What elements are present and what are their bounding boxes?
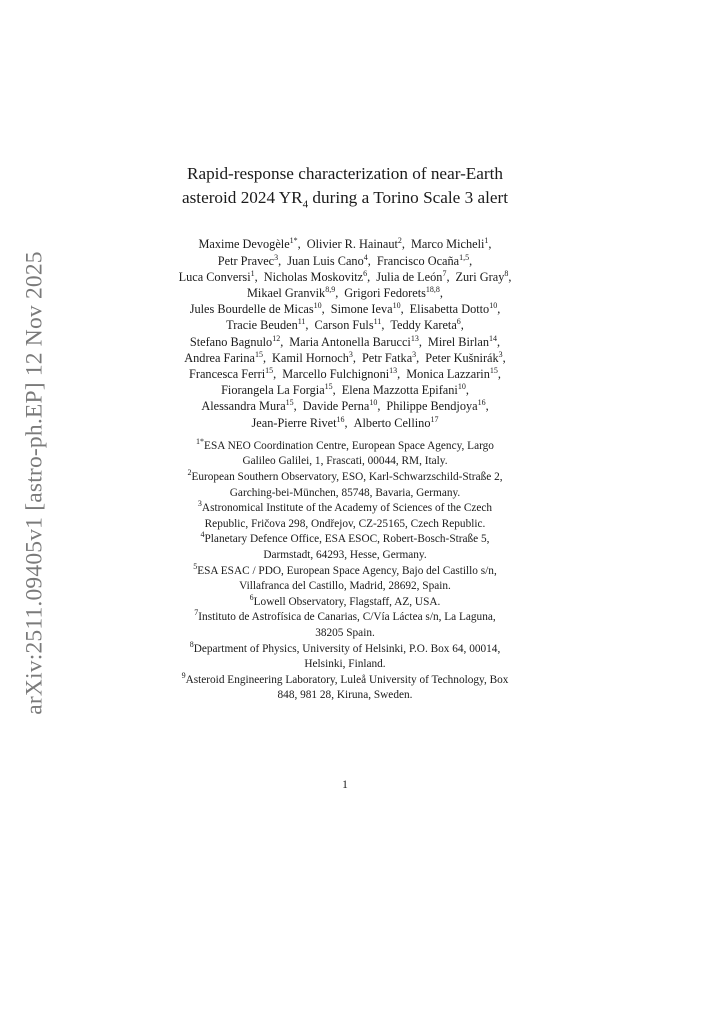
author-name (287, 254, 371, 268)
author-separator: , (497, 367, 501, 382)
author-line (120, 301, 570, 317)
author-affiliation-marker: 1 (484, 236, 489, 246)
author-name (425, 351, 506, 365)
author-name (390, 318, 463, 332)
arxiv-identifier-stamp: arXiv:2511.09405v1 [astro-ph.EP] 12 Nov 2025 (21, 251, 48, 715)
author-name-text: Jules Bourdelle de Micas (189, 302, 314, 317)
author-name (201, 399, 296, 413)
author-name (252, 416, 348, 430)
author-affiliation-marker: 17 (430, 414, 439, 424)
author-name (410, 302, 501, 316)
author-affiliation-marker: 13 (410, 333, 419, 343)
author-name (282, 367, 400, 381)
author-name-text: Carson Fuls (314, 318, 374, 333)
author-affiliation-marker: 10 (457, 382, 466, 392)
affiliation (120, 595, 570, 611)
affiliation (120, 639, 570, 673)
author-name-text: Teddy Kareta (390, 318, 457, 333)
author-name (189, 367, 276, 381)
author-name (354, 416, 439, 430)
author-separator: , (465, 383, 469, 398)
author-name-text: Elena Mazzotta Epifani (341, 383, 458, 398)
author-separator: , (377, 399, 381, 414)
author-affiliation-marker: 4 (363, 252, 368, 262)
author-name-text: Alberto Cellino (353, 415, 431, 430)
author-name (198, 237, 300, 251)
affiliation-line (120, 561, 570, 580)
author-separator: , (497, 334, 501, 349)
author-separator: , (367, 269, 371, 284)
author-affiliation-marker: 15 (265, 365, 274, 375)
author-affiliation-marker: 15 (324, 382, 333, 392)
author-separator: , (352, 350, 356, 365)
author-affiliation-marker: 1 (250, 268, 255, 278)
affiliation-text: ESA ESAC / PDO, European Space Agency, Bajo del Castillo s/n, (197, 564, 497, 577)
author-name (456, 270, 512, 284)
author-name (303, 399, 381, 413)
author-affiliation-marker: 15 (489, 365, 498, 375)
author-affiliation-marker: 3 (348, 349, 353, 359)
author-name-text: Elisabetta Dotto (409, 302, 490, 317)
author-name-text: Petr Fatka (361, 350, 413, 365)
affiliation-line (120, 470, 570, 486)
front-matter (120, 162, 570, 704)
author-name-text: Jean-Pierre Rivet (251, 415, 337, 430)
author-name-text: Olivier R. Hainaut (306, 237, 398, 252)
affiliation-text: Lowell Observatory, Flagstaff, AZ, USA. (253, 595, 441, 608)
affiliation (120, 561, 570, 595)
author-name-text: Juan Luis Cano (287, 253, 364, 268)
author-separator: , (254, 269, 258, 284)
author-affiliation-marker: 16 (336, 414, 345, 424)
author-affiliation-marker: 3 (498, 349, 503, 359)
affiliation-line (120, 579, 570, 595)
author-name-text: Marcello Fulchignoni (282, 367, 390, 382)
author-separator: , (497, 302, 501, 317)
author-affiliation-marker: 12 (272, 333, 281, 343)
author-affiliation-marker: 1,5 (459, 252, 470, 262)
author-line (120, 415, 570, 431)
author-line (120, 398, 570, 414)
author-line (120, 350, 570, 366)
author-separator: , (469, 253, 473, 268)
affiliation-text: Helsinki, Finland. (304, 658, 386, 671)
author-name-text: Nicholas Moskovitz (263, 269, 364, 284)
affiliation (120, 439, 570, 470)
affiliation-text: Astronomical Institute of the Academy of Sciences of the Czech (201, 502, 493, 515)
affiliation-line (120, 486, 570, 502)
affiliation-line (120, 657, 570, 673)
affiliation-marker: 2 (187, 468, 192, 478)
title-line-2-suffix: during a Torino Scale 3 alert (308, 188, 509, 207)
author-name (376, 270, 449, 284)
affiliation-line (120, 548, 570, 564)
affiliation-text: Darmstadt, 64293, Hesse, Germany. (263, 549, 427, 562)
affiliation-marker: 3 (197, 499, 202, 509)
author-separator: , (400, 302, 404, 317)
author-name (307, 237, 405, 251)
author-name (221, 383, 336, 397)
affiliation-marker: 6 (249, 593, 254, 603)
affiliation-text: 38205 Spain. (315, 627, 375, 639)
author-name-text: Kamil Hornoch (272, 350, 349, 365)
affiliation-line (120, 688, 570, 704)
author-name (411, 237, 492, 251)
affiliation-text: Instituto de Astrofísica de Canarias, C/Vía Láctea s/n, La Laguna, (198, 611, 496, 624)
author-name-text: Fiorangela La Forgia (221, 383, 325, 398)
author-separator: , (297, 237, 301, 252)
author-separator: , (416, 350, 420, 365)
author-name-text: Marco Micheli (411, 237, 485, 252)
affiliation-line (120, 673, 570, 689)
author-name (190, 302, 325, 316)
author-name-text: Davide Perna (302, 399, 370, 414)
author-name-text: Mirel Birlan (427, 334, 490, 349)
author-name-text: Petr Pravec (217, 253, 275, 268)
author-separator: , (502, 350, 506, 365)
affiliation (120, 501, 570, 532)
author-name (406, 367, 501, 381)
affiliation-line (120, 532, 570, 548)
affiliation-text: Garching-bei-München, 85748, Bavaria, Germany. (229, 486, 461, 499)
author-separator: , (273, 367, 277, 382)
author-affiliation-marker: 1* (289, 236, 298, 246)
author-name-text: Philippe Bendjoya (386, 399, 478, 414)
author-separator: , (397, 367, 401, 382)
author-name-text: Stefano Bagnulo (189, 334, 273, 349)
author-affiliation-marker: 10 (313, 301, 322, 311)
author-separator: , (305, 318, 309, 333)
author-separator: , (485, 399, 489, 414)
author-affiliation-marker: 3 (412, 349, 417, 359)
author-name-text: Simone Ieva (330, 302, 393, 317)
author-separator: , (439, 286, 443, 301)
author-affiliation-marker: 13 (389, 365, 398, 375)
author-line (120, 285, 570, 301)
author-affiliation-marker: 10 (489, 301, 498, 311)
author-affiliation-marker: 2 (397, 236, 402, 246)
author-separator: , (381, 318, 385, 333)
affiliation-text: Department of Physics, University of Helsinki, P.O. Box 64, 00014, (193, 642, 501, 655)
author-affiliation-marker: 6 (456, 317, 461, 327)
author-separator: , (460, 318, 464, 333)
author-affiliation-marker: 8 (504, 268, 509, 278)
affiliation-line (120, 517, 570, 533)
author-line (120, 236, 570, 252)
author-affiliation-marker: 15 (254, 349, 263, 359)
author-name-text: Maria Antonella Barucci (289, 334, 411, 349)
author-list (120, 236, 570, 430)
paper-title (120, 162, 570, 216)
author-separator: , (278, 253, 282, 268)
author-name-text: Julia de León (376, 269, 443, 284)
author-affiliation-marker: 11 (297, 317, 306, 327)
author-name (264, 270, 370, 284)
author-affiliation-marker: 8,9 (325, 284, 336, 294)
affiliation-line (120, 439, 570, 455)
author-name (344, 286, 443, 300)
author-name-text: Tracie Beuden (226, 318, 298, 333)
author-separator: , (418, 334, 422, 349)
affiliation-marker: 1* (196, 437, 205, 447)
author-separator: , (332, 383, 336, 398)
affiliation-line (120, 610, 570, 626)
author-affiliation-marker: 3 (274, 252, 279, 262)
author-line (120, 269, 570, 285)
author-name (315, 318, 385, 332)
author-name (342, 383, 469, 397)
author-name (226, 318, 308, 332)
author-name-text: Maxime Devogèle (198, 237, 290, 252)
title-line-2-prefix: asteroid 2024 YR (181, 188, 303, 207)
affiliation-text: Asteroid Engineering Laboratory, Luleå University of Technology, Box (185, 673, 509, 686)
affiliation-marker: 4 (200, 530, 205, 540)
title-line-1: Rapid-response characterization of near-Earth (186, 164, 504, 183)
author-name (218, 254, 281, 268)
author-name-text: Luca Conversi (178, 269, 251, 284)
author-separator: , (401, 237, 405, 252)
affiliation-line (120, 639, 570, 658)
author-name-text: Alessandra Mura (201, 399, 286, 414)
author-separator: , (293, 399, 297, 414)
author-separator: , (335, 286, 339, 301)
affiliation-line (120, 501, 570, 517)
author-name (289, 335, 422, 349)
author-name (247, 286, 338, 300)
author-line (120, 317, 570, 333)
title-line-2 (120, 186, 570, 216)
affiliation-text: Republic, Fričova 298, Ondřejov, CZ-25165, Czech Republic. (204, 517, 486, 530)
author-affiliation-marker: 18,8 (425, 284, 440, 294)
author-affiliation-marker: 11 (373, 317, 382, 327)
author-affiliation-marker: 16 (477, 398, 486, 408)
affiliation-text: ESA NEO Coordination Centre, European Space Agency, Largo (204, 439, 494, 452)
author-separator: , (344, 415, 348, 430)
title-subscript: 4 (302, 198, 309, 211)
author-affiliation-marker: 6 (363, 268, 368, 278)
affiliation-text: 848, 981 28, Kiruna, Sweden. (277, 689, 413, 702)
affiliation-marker: 7 (194, 608, 199, 618)
author-name (377, 254, 472, 268)
affiliation-marker: 8 (189, 639, 194, 649)
author-name-text: Andrea Farina (184, 350, 255, 365)
affiliation-marker: 5 (193, 561, 198, 571)
author-separator: , (321, 302, 325, 317)
author-separator: , (262, 350, 267, 365)
author-name-text: Peter Kušnirák (425, 350, 499, 365)
author-name (428, 335, 500, 349)
affiliation-marker: 9 (181, 671, 186, 681)
affiliation (120, 610, 570, 641)
page-number: 1 (342, 779, 348, 791)
author-separator: , (280, 334, 284, 349)
author-name-text: Francesca Ferri (189, 367, 266, 382)
author-name-text: Zuri Gray (455, 269, 505, 284)
author-name (190, 335, 283, 349)
author-line (120, 334, 570, 350)
affiliation (120, 673, 570, 704)
author-name (331, 302, 404, 316)
author-line (120, 382, 570, 398)
author-affiliation-marker: 10 (392, 301, 401, 311)
affiliation-line (120, 595, 570, 611)
affiliation-text: Villafranca del Castillo, Madrid, 28692, Spain. (239, 580, 451, 593)
author-line (120, 253, 570, 269)
author-line (120, 366, 570, 382)
author-name (184, 351, 266, 365)
affiliation-text: Galileo Galilei, 1, Frascati, 00044, RM, Italy. (242, 455, 448, 468)
author-affiliation-marker: 14 (489, 333, 498, 343)
affiliation-list (120, 439, 570, 704)
author-name (272, 351, 356, 365)
author-name (179, 270, 258, 284)
author-name (362, 351, 419, 365)
author-separator: , (508, 269, 512, 284)
author-separator: , (367, 253, 371, 268)
affiliation-text: European Southern Observatory, ESO, Karl-Schwarzschild-Straße 2, (191, 471, 503, 484)
author-name-text: Monica Lazzarin (406, 367, 490, 382)
author-separator: , (446, 269, 450, 284)
author-name-text: Francisco Ocaña (376, 253, 460, 268)
affiliation (120, 470, 570, 501)
author-name (386, 399, 488, 413)
author-name-text: Mikael Granvik (247, 286, 326, 301)
author-name-text: Grigori Fedorets (344, 286, 426, 301)
affiliation (120, 532, 570, 563)
author-separator: , (488, 237, 492, 252)
affiliation-line (120, 626, 570, 642)
affiliation-text: Planetary Defence Office, ESA ESOC, Robert-Bosch-Straße 5, (204, 533, 490, 546)
author-affiliation-marker: 10 (369, 398, 378, 408)
author-affiliation-marker: 15 (285, 398, 294, 408)
author-affiliation-marker: 7 (442, 268, 447, 278)
